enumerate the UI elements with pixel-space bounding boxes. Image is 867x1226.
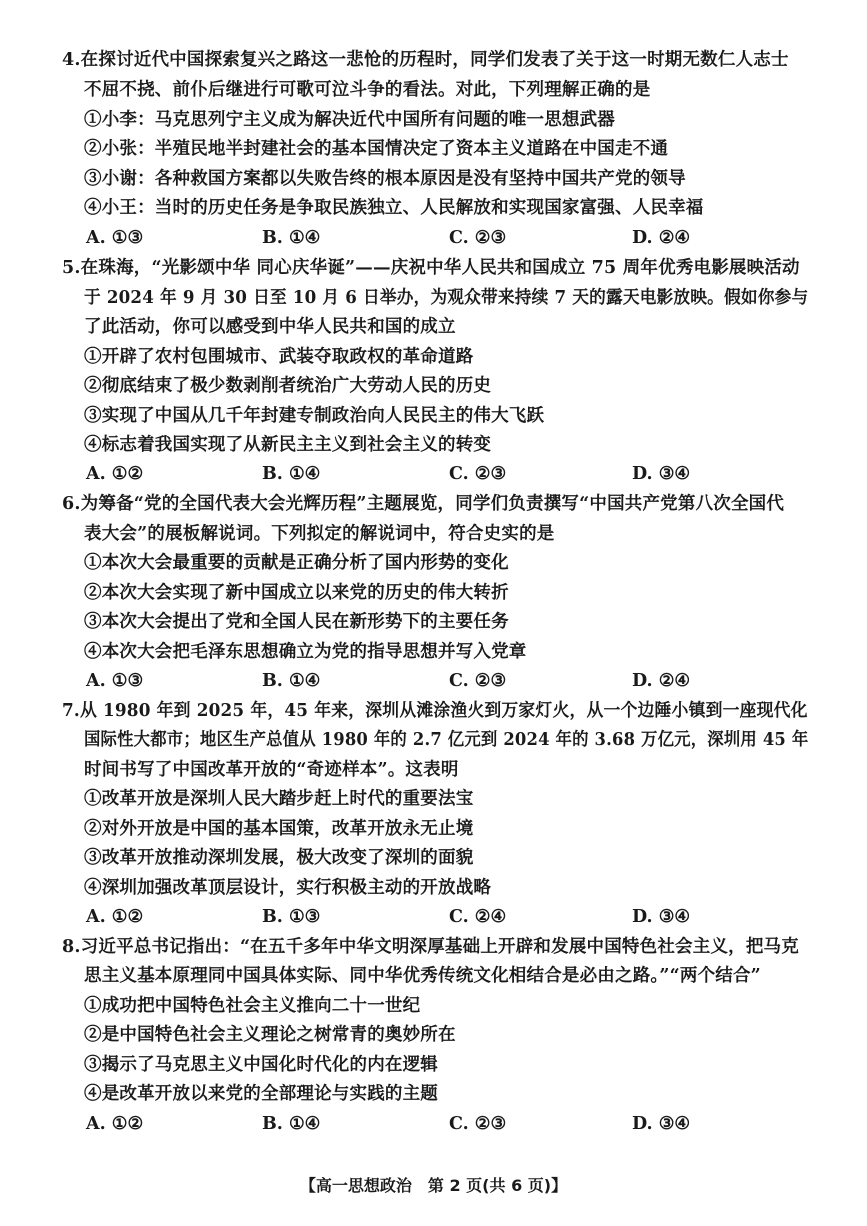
question-stem-line: 于 2024 年 9 月 30 日至 10 月 6 日举办，为观众带来持续 7 天的露天电影放映。假如你参与 [84, 288, 809, 308]
choice-d: D. ③④ [632, 1114, 691, 1134]
page-footer: 【高一思想政治 第 2 页(共 6 页)】 [299, 1176, 568, 1195]
choice-d: D. ③④ [632, 464, 691, 484]
statement-item: ③本次大会提出了党和全国人民在新形势下的主要任务 [84, 612, 509, 632]
statement-item: ④小王：当时的历史任务是争取民族独立、人民解放和实现国家富强、人民幸福 [84, 198, 704, 218]
choice-a: A. ①② [86, 1114, 144, 1134]
question-stem-line: 7.从 1980 年到 2025 年，45 年来，深圳从滩涂渔火到万家灯火，从一个边陲小镇到一座现代化 [62, 701, 808, 721]
choice-b: B. ①④ [262, 464, 321, 484]
statement-item: ④标志着我国实现了从新民主主义到社会主义的转变 [84, 435, 492, 455]
statement-item: ③实现了中国从几千年封建专制政治向人民民主的伟大飞跃 [84, 406, 545, 426]
question-stem-line: 时间书写了中国改革开放的“奇迹样本”。这表明 [84, 760, 459, 780]
choice-b: B. ①④ [262, 228, 321, 248]
statement-item: ③小谢：各种救国方案都以失败告终的根本原因是没有坚持中国共产党的领导 [84, 169, 686, 189]
question-stem-line: 不屈不挠、前仆后继进行可歌可泣斗争的看法。对此，下列理解正确的是 [84, 80, 651, 100]
statement-item: ①改革开放是深圳人民大踏步赶上时代的重要法宝 [84, 789, 474, 809]
question-stem-line: 国际性大都市；地区生产总值从 1980 年的 2.7 亿元到 2024 年的 3.68 万亿元，深圳用 45 年 [84, 730, 809, 750]
statement-item: ②是中国特色社会主义理论之树常青的奥妙所在 [84, 1025, 456, 1045]
statement-item: ②彻底结束了极少数剥削者统治广大劳动人民的历史 [84, 376, 492, 396]
statement-item: ②小张：半殖民地半封建社会的基本国情决定了资本主义道路在中国走不通 [84, 139, 669, 159]
choice-c: C. ②③ [449, 464, 507, 484]
choice-d: D. ②④ [632, 228, 691, 248]
statement-item: ④深圳加强改革顶层设计，实行积极主动的开放战略 [84, 878, 492, 898]
statement-item: ①成功把中国特色社会主义推向二十一世纪 [84, 996, 421, 1016]
statement-item: ①本次大会最重要的贡献是正确分析了国内形势的变化 [84, 553, 509, 573]
choice-a: A. ①③ [86, 228, 144, 248]
statement-item: ①开辟了农村包围城市、武装夺取政权的革命道路 [84, 347, 474, 367]
choice-a: A. ①② [86, 464, 144, 484]
question-stem-line: 6.为筹备“党的全国代表大会光辉历程”主题展览，同学们负责撰写“中国共产党第八次全国代 [62, 494, 785, 514]
choice-b: B. ①④ [262, 671, 321, 691]
question-stem-line: 8.习近平总书记指出：“在五千多年中华文明深厚基础上开辟和发展中国特色社会主义，把马克 [62, 937, 799, 957]
question-stem-line: 表大会”的展板解说词。下列拟定的解说词中，符合史实的是 [84, 524, 555, 544]
choice-c: C. ②③ [449, 1114, 507, 1134]
statement-item: ③改革开放推动深圳发展，极大改变了深圳的面貌 [84, 848, 474, 868]
question-stem-line: 4.在探讨近代中国探索复兴之路这一悲怆的历程时，同学们发表了关于这一时期无数仁人志士 [62, 50, 789, 70]
statement-item: ③揭示了马克思主义中国化时代化的内在逻辑 [84, 1055, 438, 1075]
choice-c: C. ②③ [449, 228, 507, 248]
question-stem-line: 了此活动，你可以感受到中华人民共和国的成立 [84, 317, 456, 337]
statement-item: ④是改革开放以来党的全部理论与实践的主题 [84, 1084, 438, 1104]
choice-c: C. ②④ [449, 907, 507, 927]
statement-item: ①小李：马克思列宁主义成为解决近代中国所有问题的唯一思想武器 [84, 110, 615, 130]
choice-d: D. ③④ [632, 907, 691, 927]
question-stem-line: 5.在珠海，“光影颂中华 同心庆华诞”——庆祝中华人民共和国成立 75 周年优秀电影展映活动 [62, 258, 800, 278]
statement-item: ④本次大会把毛泽东思想确立为党的指导思想并写入党章 [84, 642, 527, 662]
choice-b: B. ①④ [262, 1114, 321, 1134]
choice-a: A. ①② [86, 907, 144, 927]
choice-c: C. ②③ [449, 671, 507, 691]
choice-d: D. ②④ [632, 671, 691, 691]
choice-b: B. ①③ [262, 907, 321, 927]
choice-a: A. ①③ [86, 671, 144, 691]
statement-item: ②本次大会实现了新中国成立以来党的历史的伟大转折 [84, 583, 509, 603]
question-stem-line: 思主义基本原理同中国具体实际、同中华优秀传统文化相结合是必由之路。”“两个结合” [84, 966, 761, 986]
statement-item: ②对外开放是中国的基本国策，改革开放永无止境 [84, 819, 474, 839]
